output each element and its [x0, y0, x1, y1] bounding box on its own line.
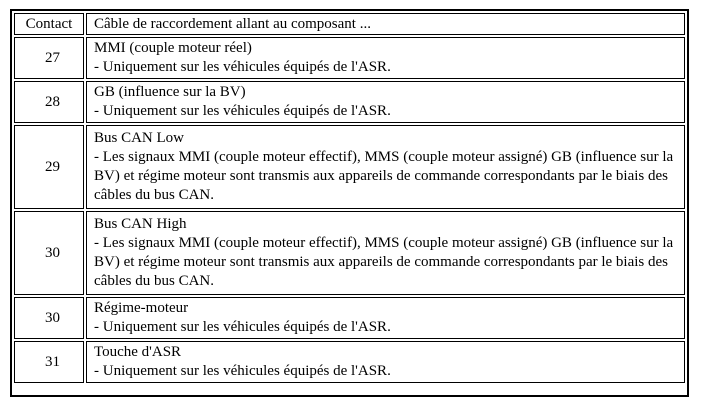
row-contact: 30	[14, 211, 84, 295]
table-header-row	[14, 13, 685, 35]
row-description	[86, 341, 685, 383]
table-row	[14, 125, 685, 209]
row-detail: - Les signaux MMI (couple moteur effectif), MMS (couple moteur assigné) GB (influence sur la BV) et régime moteur sont transmis aux appareils de commande correspondants par le biais des câbles du bus CAN.	[94, 149, 674, 203]
row-detail: - Uniquement sur les véhicules équipés de l'ASR.	[94, 319, 391, 335]
row-description	[86, 297, 685, 339]
row-description	[86, 125, 685, 209]
row-description	[86, 81, 685, 123]
row-description	[86, 211, 685, 295]
table-row	[14, 37, 685, 79]
row-contact: 31	[14, 341, 84, 383]
row-title: Régime-moteur	[94, 300, 189, 316]
row-title: Touche d'ASR	[94, 344, 182, 360]
row-description	[86, 37, 685, 79]
row-detail: - Les signaux MMI (couple moteur effectif), MMS (couple moteur assigné) GB (influence sur la BV) et régime moteur sont transmis aux appareils de commande correspondants par le biais des câbles du bus CAN.	[94, 235, 674, 289]
row-contact: 29	[14, 125, 84, 209]
row-contact: 30	[14, 297, 84, 339]
pin-assignment-table	[12, 11, 687, 385]
row-detail: - Uniquement sur les véhicules équipés de l'ASR.	[94, 363, 391, 379]
row-title: Bus CAN Low	[94, 130, 185, 146]
header-contact: Contact	[14, 13, 84, 35]
table-row	[14, 341, 685, 383]
row-title: MMI (couple moteur réel)	[94, 40, 252, 56]
row-contact: 27	[14, 37, 84, 79]
table-row	[14, 81, 685, 123]
row-detail: - Uniquement sur les véhicules équipés de l'ASR.	[94, 103, 391, 119]
row-title: GB (influence sur la BV)	[94, 84, 246, 100]
row-contact: 28	[14, 81, 84, 123]
header-description: Câble de raccordement allant au composant ...	[86, 13, 685, 35]
table-row	[14, 211, 685, 295]
row-detail: - Uniquement sur les véhicules équipés de l'ASR.	[94, 59, 391, 75]
row-title: Bus CAN High	[94, 216, 187, 232]
table-row	[14, 297, 685, 339]
